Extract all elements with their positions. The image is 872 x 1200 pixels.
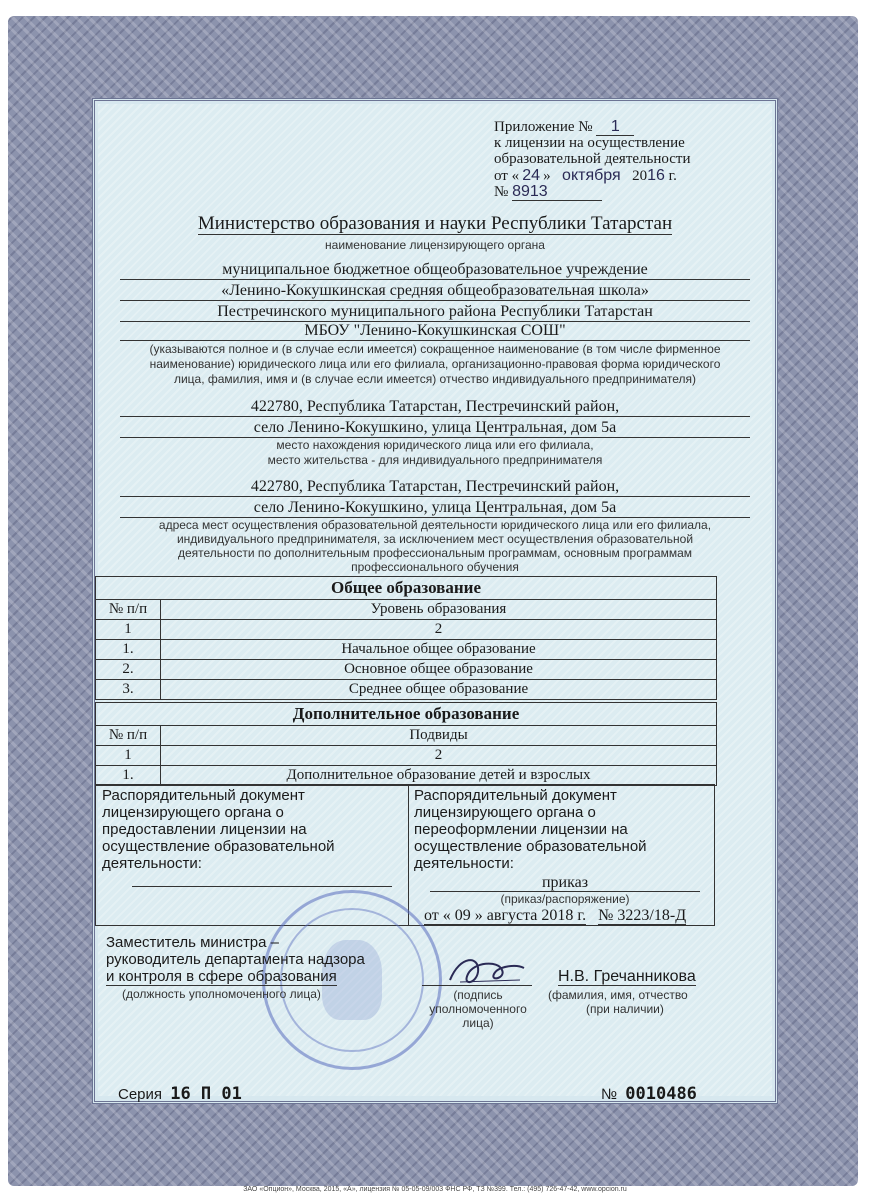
order-date-row [424,907,686,924]
address-caption3: деятельности по дополнительным профессиональным программам, основным программам [177,546,693,560]
organ-name: Министерство образования и науки Республики Татарстан [197,213,673,234]
date-day: 24 [522,167,540,184]
signature-line [422,985,532,986]
signer-name-caption2: (при наличии) [586,1002,664,1016]
table-row [96,640,717,660]
row-level: Начальное общее образование [161,640,717,660]
license-number: 8913 [512,183,602,201]
col-subtype-header: Подвиды [161,726,717,746]
row-subtype: Дополнительное образование детей и взрослых [161,766,717,786]
date-year-prefix: 20 [632,168,648,184]
doc-left-line: лицензирующего органа о [102,804,284,821]
position-caption: (должность уполномоченного лица) [122,987,321,1001]
org-short-name: МБОУ "Ленино-Кокушкинская СОШ" [120,321,750,341]
date-year: 16 [647,167,665,184]
order-number: № 3223/18-Д [598,907,687,924]
doc-left [102,787,335,872]
col-index-1: 1 [96,620,161,640]
address-line2: село Ленино-Кокушкино, улица Центральная, дом 5а [120,498,750,518]
location-line1: 422780, Республика Татарстан, Пестречинский район, [120,397,750,417]
doc-left-line: Распорядительный документ [102,787,305,804]
additional-education-table [95,725,717,786]
doc-right-line: деятельности: [414,855,514,872]
date-g: г. [668,168,677,184]
org-caption3: лица, фамилия, имя и (в случае если имеется) отчество индивидуального предпринимателя) [173,372,697,386]
doc-left-line: осуществление образовательной [102,838,335,855]
date-month: октября [562,167,621,184]
date-close-quote: » [543,168,551,184]
date-open-quote: от « [494,168,520,184]
doc-left-line: предоставлении лицензии на [102,821,307,838]
address-caption2: индивидуального предпринимателя, за исключением мест осуществления образовательной [176,532,694,546]
series-value: 16 П 01 [170,1084,242,1104]
signer-position [106,934,365,986]
row-level: Основное общее образование [161,660,717,680]
doc-right [414,787,647,872]
col-index-2: 2 [161,746,717,766]
row-level: Среднее общее образование [161,680,717,700]
appendix-text: Приложение № [494,119,593,135]
appendix-label [494,118,634,136]
license-number-row [494,183,602,201]
address-caption4: профессионального обучения [351,560,519,574]
license-no-label: № [494,184,509,200]
col-level-header: Уровень образования [161,600,717,620]
row-number: 3. [96,680,161,700]
table-index-row [96,746,717,766]
series-row [118,1084,242,1104]
doc-right-line: Распорядительный документ [414,787,617,804]
signature-caption1: (подпись [453,988,503,1002]
signer-name: Н.В. Гречанникова [558,968,696,985]
appendix-line2: к лицензии на осуществление [494,135,685,151]
org-line1: муниципальное бюджетное общеобразовательное учреждение [120,260,750,280]
documents-divider [408,784,409,926]
table-header-row [96,600,717,620]
series-label: Серия [118,1086,163,1103]
org-line3: Пестречинского муниципального района Республики Татарстан [120,302,750,322]
position-line1: Заместитель министра – [106,934,280,951]
row-number: 2. [96,660,161,680]
row-number: 1. [96,766,161,786]
col-number-header: № п/п [96,600,161,620]
row-number: 1. [96,640,161,660]
organ-caption: наименование лицензирующего органа [325,238,545,252]
licensing-organ [130,213,740,235]
org-caption2: наименование) юридического лица или его филиала, организационно-правовая форма юридического [149,357,721,371]
table-row [96,680,717,700]
table-index-row [96,620,717,640]
table-row [96,660,717,680]
position-line3: и контроля в сфере образования [106,968,337,985]
address-line1: 422780, Республика Татарстан, Пестречинский район, [120,477,750,497]
general-education-title: Общее образование [95,576,717,600]
additional-education-title: Дополнительное образование [95,702,717,726]
form-number: 0010486 [625,1084,697,1104]
order-type-caption: (приказ/распоряжение) [500,892,630,906]
col-number-header: № п/п [96,726,161,746]
location-caption1: место нахождения юридического лица или его филиала, [276,438,594,452]
signature-caption2: уполномоченного лица) [429,1002,527,1030]
order-date: от « 09 » августа 2018 г. [424,907,587,924]
position-line2: руководитель департамента надзора [106,951,365,968]
org-caption1: (указываются полное и (в случае если имеется) сокращенное наименование (в том числе фирменное [149,342,721,356]
doc-right-line: осуществление образовательной [414,838,647,855]
doc-left-line: деятельности: [102,855,202,872]
location-caption2: место жительства - для индивидуального предпринимателя [267,453,603,467]
location-line2: село Ленино-Кокушкино, улица Центральная, дом 5а [120,418,750,438]
printer-info: ЗАО «Опцион», Москва, 2015, «А», лицензия № 05-05-09/003 ФНС РФ, ТЗ №399. Тел.: (495) 726-47-42, www.opcion.ru [243,1186,627,1193]
table-header-row [96,726,717,746]
appendix-line3: образовательной деятельности [494,151,691,167]
address-caption1: адреса мест осуществления образовательной деятельности юридического лица или его филиала, [158,518,712,532]
table-row [96,766,717,786]
number-label: № [601,1086,618,1103]
doc-right-line: переоформлении лицензии на [414,821,628,838]
col-index-1: 1 [96,746,161,766]
col-index-2: 2 [161,620,717,640]
order-type: приказ [430,874,700,892]
doc-right-line: лицензирующего органа о [414,804,596,821]
signer-name-caption1: (фамилия, имя, отчество [548,988,688,1002]
doc-left-blank-line [132,886,392,887]
org-line2: «Ленино-Кокушкинская средняя общеобразовательная школа» [120,281,750,301]
appendix-number: 1 [596,118,634,136]
number-row [601,1084,697,1104]
general-education-table [95,599,717,700]
